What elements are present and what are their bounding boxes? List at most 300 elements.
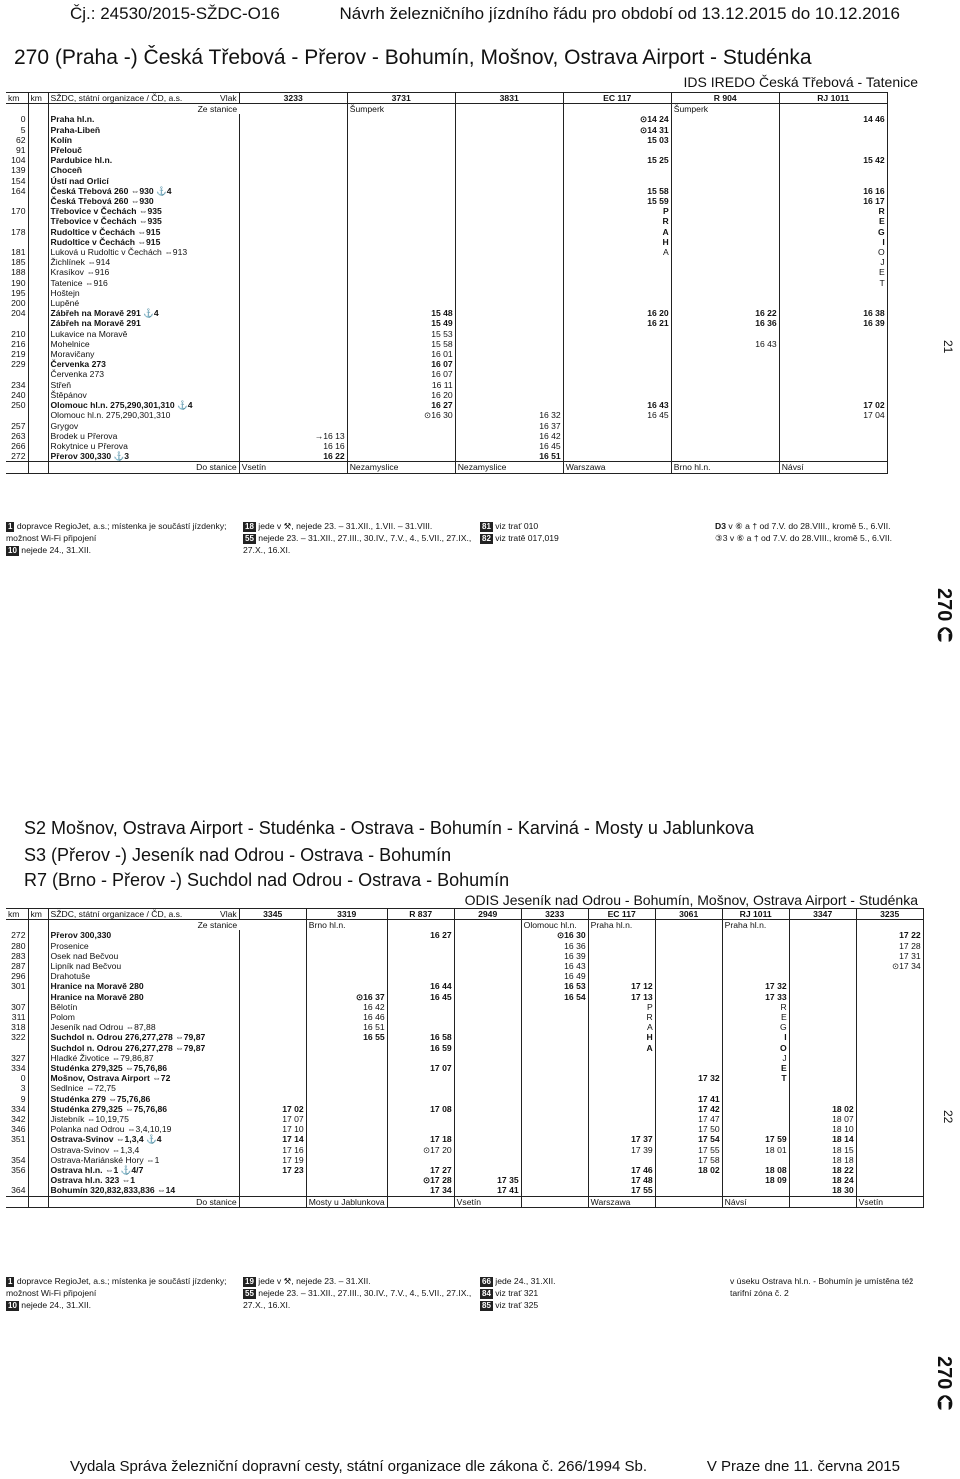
- time-cell: [789, 992, 856, 1002]
- time-cell: [655, 1043, 722, 1053]
- table-row: [6, 186, 887, 196]
- time-cell: [671, 206, 779, 216]
- station-name: Lupěné: [48, 298, 239, 308]
- header-cell: [6, 1196, 28, 1207]
- km-cell: 272: [6, 451, 28, 462]
- header-cell: [28, 431, 48, 441]
- km-cell: 318: [6, 1022, 28, 1032]
- time-cell: 16 07: [347, 359, 455, 369]
- km-cell: 234: [6, 380, 28, 390]
- km-cell: 170: [6, 206, 28, 216]
- time-cell: A: [563, 227, 671, 237]
- km-cell: 356: [6, 1165, 28, 1175]
- table-row: [6, 165, 887, 175]
- station-name: Ústí nad Orlicí: [48, 176, 239, 186]
- km-cell: 327: [6, 1053, 28, 1063]
- from-station-cell: [454, 920, 521, 931]
- header-cell: [28, 196, 48, 206]
- time-cell: [789, 1022, 856, 1032]
- km-cell: 280: [6, 941, 28, 951]
- km-cell: 311: [6, 1012, 28, 1022]
- time-cell: [454, 1032, 521, 1042]
- vlak-header: Vlak: [218, 909, 239, 920]
- station-name: Tatenice ⇔916: [48, 278, 239, 288]
- from-station-label: Ze stanice: [197, 920, 238, 931]
- header-cell: [28, 941, 48, 951]
- time-cell: [671, 400, 779, 410]
- time-cell: [455, 206, 563, 216]
- time-cell: [347, 135, 455, 145]
- header-cell: [28, 227, 48, 237]
- time-cell: 17 27: [387, 1165, 454, 1175]
- time-cell: [856, 971, 923, 981]
- page-header: [70, 4, 900, 24]
- km-cell: 62: [6, 135, 28, 145]
- table-row: [6, 1165, 923, 1175]
- time-cell: [455, 145, 563, 155]
- time-cell: [454, 961, 521, 971]
- time-cell: 18 09: [722, 1175, 789, 1185]
- header-cell: [28, 329, 48, 339]
- time-cell: [454, 1022, 521, 1032]
- header-cell: [28, 1175, 48, 1185]
- time-cell: [563, 267, 671, 277]
- header-cell: [28, 390, 48, 400]
- header-cell: [28, 145, 48, 155]
- time-cell: [588, 1083, 655, 1093]
- time-cell: [655, 961, 722, 971]
- to-station-cell: [789, 1196, 856, 1207]
- from-station-cell: Brno hl.n.: [306, 920, 387, 931]
- table-row: [6, 278, 887, 288]
- time-cell: [239, 227, 347, 237]
- table-row: [6, 390, 887, 400]
- table-row: [6, 1104, 923, 1114]
- time-cell: [306, 981, 387, 991]
- train-number-header: RJ 1011: [779, 93, 887, 104]
- time-cell: [454, 1155, 521, 1165]
- time-cell: [454, 941, 521, 951]
- km-cell: 154: [6, 176, 28, 186]
- time-cell: R: [588, 1012, 655, 1022]
- time-cell: [306, 1053, 387, 1063]
- header-cell: [28, 206, 48, 216]
- note-code-81: 81: [482, 522, 491, 531]
- table-row: [6, 1134, 923, 1144]
- time-cell: 18 01: [722, 1145, 789, 1155]
- time-cell: [779, 390, 887, 400]
- time-cell: 17 54: [655, 1134, 722, 1144]
- time-cell: [455, 318, 563, 328]
- note-code-19: 19: [245, 1277, 254, 1286]
- time-cell: [856, 992, 923, 1002]
- time-cell: 16 36: [521, 941, 588, 951]
- time-cell: [655, 1185, 722, 1196]
- station-name: Olomouc hl.n. 275,290,301,310: [48, 410, 239, 420]
- header-cell: [28, 441, 48, 451]
- time-cell: J: [779, 257, 887, 267]
- time-cell: [239, 421, 347, 431]
- note-code-82: 82: [482, 534, 491, 543]
- time-cell: [239, 1022, 306, 1032]
- table-row: [6, 1012, 923, 1022]
- time-cell: [521, 1145, 588, 1155]
- header-cell: [28, 1134, 48, 1144]
- time-cell: T: [722, 1073, 789, 1083]
- time-cell: 14 46: [779, 114, 887, 124]
- time-cell: 17 31: [856, 951, 923, 961]
- time-cell: [347, 227, 455, 237]
- table-row: [6, 369, 887, 379]
- time-cell: [239, 135, 347, 145]
- station-name: Grygov: [48, 421, 239, 431]
- time-cell: [239, 1043, 306, 1053]
- station-name: Choceň: [48, 165, 239, 175]
- time-cell: 16 55: [306, 1032, 387, 1042]
- owner-header: SŽDC, státní organizace / ČD, a.s.: [48, 909, 218, 920]
- km-cell: [6, 369, 28, 379]
- header-cell: [28, 349, 48, 359]
- table-row: [6, 431, 887, 441]
- table-row: [6, 421, 887, 431]
- time-cell: [521, 1175, 588, 1185]
- notes-part1-col2: 18 jede v ⚒, nejede 23. – 31.XII., 1.VII. – 31.VIII. 55 nejede 23. – 31.XII., 27.III., 30.IV., 7.V., 4., 5.VII., 27.IX., 27.X., 16.XI.: [243, 521, 472, 555]
- to-station-row: [6, 1196, 923, 1207]
- table-row: [6, 206, 887, 216]
- time-cell: [671, 278, 779, 288]
- time-cell: [563, 165, 671, 175]
- time-cell: 17 32: [655, 1073, 722, 1083]
- time-cell: ⊙14 31: [563, 125, 671, 135]
- time-cell: 16 42: [306, 1002, 387, 1012]
- time-cell: [722, 1094, 789, 1104]
- time-cell: [722, 951, 789, 961]
- time-cell: [455, 349, 563, 359]
- table-row: [6, 981, 923, 991]
- time-cell: [722, 971, 789, 981]
- time-cell: [671, 227, 779, 237]
- time-cell: 18 22: [789, 1165, 856, 1175]
- time-cell: 16 45: [387, 992, 454, 1002]
- header-cell: [28, 1155, 48, 1165]
- header-cell: [28, 114, 48, 124]
- ids-iredo-label: IDS IREDO Česká Třebová - Tatenice: [683, 74, 918, 90]
- header-cell: [6, 462, 28, 473]
- km-cell: 266: [6, 441, 28, 451]
- time-cell: [655, 1053, 722, 1063]
- time-cell: [671, 288, 779, 298]
- station-name: Česká Třebová 260 ⇔930: [48, 196, 239, 206]
- time-cell: [455, 369, 563, 379]
- header-cell: [28, 359, 48, 369]
- table-row: [6, 288, 887, 298]
- table-row: [6, 451, 887, 462]
- time-cell: 16 22: [239, 451, 347, 462]
- station-name: Hranice na Moravě 280: [48, 992, 239, 1002]
- time-cell: 17 42: [655, 1104, 722, 1114]
- time-cell: [454, 1073, 521, 1083]
- header-cell: [28, 421, 48, 431]
- time-cell: [655, 1032, 722, 1042]
- time-cell: 17 13: [588, 992, 655, 1002]
- note-code-66: 66: [482, 1277, 491, 1286]
- time-cell: [239, 257, 347, 267]
- time-cell: 17 48: [588, 1175, 655, 1185]
- station-name: Luková u Rudoltic v Čechách ⇔913: [48, 247, 239, 257]
- line-s2-title: S2 Mošnov, Ostrava Airport - Studénka - Ostrava - Bohumín - Karviná - Mosty u Jablunkova: [24, 818, 754, 838]
- header-cell: [28, 298, 48, 308]
- time-cell: R: [563, 216, 671, 226]
- time-cell: [454, 1083, 521, 1093]
- note-nejede: 10 nejede 24., 31.XII.: [8, 545, 92, 555]
- table-row: [6, 308, 887, 318]
- time-cell: 16 20: [347, 390, 455, 400]
- km-cell: 257: [6, 421, 28, 431]
- time-cell: ⊙16 30: [521, 930, 588, 940]
- train-number-header: 3235: [856, 909, 923, 920]
- station-name: Polanka nad Odrou ⇔3,4,10,19: [48, 1124, 239, 1134]
- time-cell: 16 54: [521, 992, 588, 1002]
- from-station-cell: [789, 920, 856, 931]
- time-cell: [239, 400, 347, 410]
- train-number-header: 3731: [347, 93, 455, 104]
- notes-part2-col4: v úseku Ostrava hl.n. - Bohumín je umístěna též tarifní zóna č. 2: [730, 1276, 914, 1298]
- time-cell: 16 17: [779, 196, 887, 206]
- from-station-cell: [779, 104, 887, 115]
- station-name: Přelouč: [48, 145, 239, 155]
- time-cell: 16 53: [521, 981, 588, 991]
- time-cell: 17 32: [722, 981, 789, 991]
- time-cell: [387, 951, 454, 961]
- km-cell: 364: [6, 1185, 28, 1196]
- time-cell: [856, 981, 923, 991]
- time-cell: [239, 349, 347, 359]
- time-cell: 16 37: [455, 421, 563, 431]
- page-number-21: 21: [941, 340, 955, 354]
- time-cell: [347, 298, 455, 308]
- from-station-row: [6, 920, 923, 931]
- time-cell: [455, 257, 563, 267]
- table-row: [6, 930, 923, 940]
- time-cell: [779, 135, 887, 145]
- time-cell: [588, 1114, 655, 1124]
- header-cell: [28, 1032, 48, 1042]
- time-cell: [671, 176, 779, 186]
- time-cell: [588, 951, 655, 961]
- time-cell: [239, 125, 347, 135]
- time-cell: [239, 961, 306, 971]
- km-cell: 181: [6, 247, 28, 257]
- time-cell: [655, 1175, 722, 1185]
- time-cell: 15 58: [347, 339, 455, 349]
- station-name: Suchdol n. Odrou 276,277,278 ⇔79,87: [48, 1043, 239, 1053]
- time-cell: [387, 1083, 454, 1093]
- time-cell: [306, 1094, 387, 1104]
- time-cell: [455, 267, 563, 277]
- time-cell: [454, 1002, 521, 1012]
- header-cell: [28, 410, 48, 420]
- time-cell: [239, 369, 347, 379]
- train-number-header: RJ 1011: [722, 909, 789, 920]
- time-cell: 17 04: [779, 410, 887, 420]
- time-cell: [671, 390, 779, 400]
- time-cell: [455, 186, 563, 196]
- table-row: [6, 951, 923, 961]
- time-cell: [347, 257, 455, 267]
- time-cell: [856, 1185, 923, 1196]
- time-cell: [239, 318, 347, 328]
- time-cell: [563, 278, 671, 288]
- from-station-label: Ze stanice: [197, 104, 238, 115]
- time-cell: [856, 1012, 923, 1022]
- t1-table: [6, 92, 888, 474]
- time-cell: [454, 1104, 521, 1114]
- time-cell: [722, 1104, 789, 1114]
- time-cell: [856, 1002, 923, 1012]
- time-cell: 18 10: [789, 1124, 856, 1134]
- notes-part1-col4: D3 v ⑥ a † od 7.V. do 28.VIII., kromě 5., 6.VII. ③3 v ⑥ a † od 7.V. do 28.VIII., kromě 5., 6.VII.: [715, 521, 893, 543]
- km-cell: 204: [6, 308, 28, 318]
- time-cell: [306, 1134, 387, 1144]
- header-cell: [28, 920, 48, 931]
- time-cell: 16 59: [387, 1043, 454, 1053]
- notes-part1-col3: 81 viz trať 010 82 viz tratě 017,019: [482, 521, 559, 543]
- note-code-84: 84: [482, 1289, 491, 1298]
- time-cell: [671, 441, 779, 451]
- time-cell: [779, 441, 887, 451]
- station-name: Ostrava hl.n. 323 ⇔1: [48, 1175, 239, 1185]
- page-number-22: 22: [941, 1110, 955, 1124]
- table-row: [6, 380, 887, 390]
- time-cell: 16 45: [563, 410, 671, 420]
- km-cell: 322: [6, 1032, 28, 1042]
- time-cell: [306, 1165, 387, 1175]
- time-cell: [655, 981, 722, 991]
- time-cell: [521, 1155, 588, 1165]
- time-cell: [521, 1114, 588, 1124]
- time-cell: [387, 1002, 454, 1012]
- time-cell: 18 02: [655, 1165, 722, 1175]
- time-cell: [789, 951, 856, 961]
- header-cell: [6, 920, 28, 931]
- km-cell: 91: [6, 145, 28, 155]
- time-cell: [387, 1022, 454, 1032]
- note-code-10: 10: [8, 546, 17, 555]
- time-cell: [563, 176, 671, 186]
- time-cell: 16 22: [671, 308, 779, 318]
- time-cell: [455, 339, 563, 349]
- time-cell: [856, 1134, 923, 1144]
- from-station-cell: Praha hl.n.: [588, 920, 655, 931]
- from-station-cell: Šumperk: [671, 104, 779, 115]
- table-row: [6, 257, 887, 267]
- note-code-55: 55: [245, 534, 254, 543]
- station-name: Sedlnice ⇔72,75: [48, 1083, 239, 1093]
- time-cell: [563, 431, 671, 441]
- time-cell: 17 59: [722, 1134, 789, 1144]
- time-cell: ⊙17 34: [856, 961, 923, 971]
- time-cell: [722, 1114, 789, 1124]
- header-cell: [28, 308, 48, 318]
- km-cell: 307: [6, 1002, 28, 1012]
- table-row: [6, 441, 887, 451]
- time-cell: [239, 288, 347, 298]
- time-cell: [722, 961, 789, 971]
- station-name: Lukavice na Moravě: [48, 329, 239, 339]
- time-cell: [521, 1012, 588, 1022]
- time-cell: [722, 1185, 789, 1196]
- time-cell: 15 42: [779, 155, 887, 165]
- train-number-header: 3233: [239, 93, 347, 104]
- from-station-cell: Šumperk: [347, 104, 455, 115]
- time-cell: 18 14: [789, 1134, 856, 1144]
- time-cell: [455, 237, 563, 247]
- from-station-cell: [387, 920, 454, 931]
- table-row: [6, 1145, 923, 1155]
- station-name: Suchdol n. Odrou 276,277,278 ⇔79,87: [48, 1032, 239, 1042]
- header-cell: [28, 318, 48, 328]
- time-cell: [856, 1155, 923, 1165]
- time-cell: [563, 288, 671, 298]
- time-cell: [856, 1145, 923, 1155]
- time-cell: [856, 1124, 923, 1134]
- time-cell: [239, 1012, 306, 1022]
- time-cell: [655, 941, 722, 951]
- time-cell: [239, 380, 347, 390]
- km-cell: 164: [6, 186, 28, 196]
- km-cell: 178: [6, 227, 28, 237]
- time-cell: [347, 145, 455, 155]
- km-header-2: km: [28, 909, 48, 920]
- time-cell: 17 07: [387, 1063, 454, 1073]
- time-cell: [387, 971, 454, 981]
- time-cell: P: [563, 206, 671, 216]
- table-row: [6, 1124, 923, 1134]
- notes-part2-col3: 66 jede 24., 31.XII. 84 viz trať 321 85 viz trať 325: [482, 1276, 556, 1310]
- time-cell: R: [779, 206, 887, 216]
- table-row: [6, 941, 923, 951]
- station-name: Česká Třebová 260 ⇔930 ⚓4: [48, 186, 239, 196]
- header-cell: [28, 930, 48, 940]
- time-cell: [563, 329, 671, 339]
- time-cell: I: [722, 1032, 789, 1042]
- to-station-cell: Návsí: [779, 462, 887, 473]
- time-cell: [306, 1114, 387, 1124]
- to-station-cell: Warszawa: [563, 462, 671, 473]
- time-cell: [588, 961, 655, 971]
- to-station-cell: [655, 1196, 722, 1207]
- time-cell: [671, 165, 779, 175]
- time-cell: 17 39: [588, 1145, 655, 1155]
- time-cell: 17 28: [856, 941, 923, 951]
- time-cell: [239, 206, 347, 216]
- header-cell: [28, 257, 48, 267]
- time-cell: 16 39: [521, 951, 588, 961]
- to-station-label: Do stanice: [48, 1196, 239, 1207]
- km-cell: 272: [6, 930, 28, 940]
- time-cell: [454, 1012, 521, 1022]
- km-cell: [6, 1175, 28, 1185]
- table-row: [6, 267, 887, 277]
- station-name: Rudoltice v Čechách ⇔915: [48, 237, 239, 247]
- page-footer: [70, 1458, 900, 1475]
- time-cell: [563, 339, 671, 349]
- issue-date: V Praze dne 11. června 2015: [706, 1458, 900, 1475]
- time-cell: [347, 155, 455, 165]
- header-cell: [28, 380, 48, 390]
- table-row: [6, 318, 887, 328]
- time-cell: 17 41: [655, 1094, 722, 1104]
